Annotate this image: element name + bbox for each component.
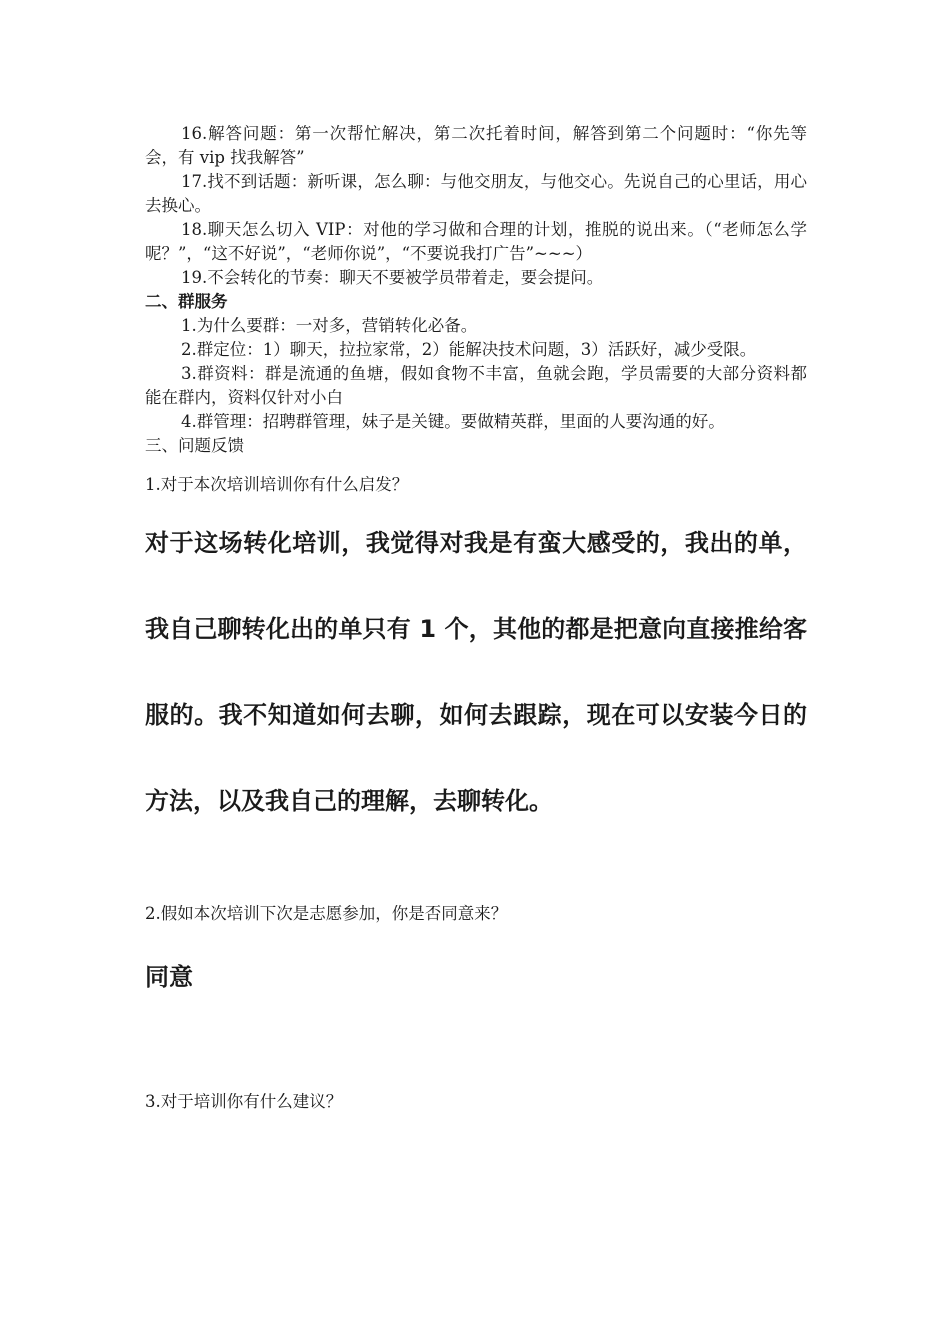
question-2: 2.假如本次培训下次是志愿参加，你是否同意来？	[145, 904, 508, 923]
item-16: 16.解答问题：第一次帮忙解决，第二次托着时间，解答到第二个问题时：“你先等会，有 vip 找我解答”	[145, 124, 807, 167]
item-17: 17.找不到话题：新听课，怎么聊：与他交朋友，与他交心。先说自己的心里话，用心去换心。	[145, 172, 807, 215]
document-content	[145, 122, 807, 1114]
group-item-4: 4.群管理：招聘群管理，妹子是关键。要做精英群，里面的人要沟通的好。	[181, 412, 725, 431]
question-1: 1.对于本次培训培训你有什么启发？	[145, 475, 409, 494]
item-19: 19.不会转化的节奏：聊天不要被学员带着走，要会提问。	[181, 268, 604, 287]
answer-1-block	[145, 500, 807, 844]
question-3: 3.对于培训你有什么建议？	[145, 1092, 343, 1111]
group-item-2: 2.群定位：1）聊天，拉拉家常，2）能解决技术问题，3）活跃好，减少受限。	[181, 340, 757, 359]
item-18: 18.聊天怎么切入 VIP：对他的学习做和合理的计划，推脱的说出来。（“老师怎么学呢？”，“这不好说”，“老师你说”，“不要说我打广告”~~~）	[145, 220, 807, 263]
section-heading-group-service: 二、群服务	[145, 292, 228, 311]
group-item-3: 3.群资料：群是流通的鱼塘，假如食物不丰富，鱼就会跑，学员需要的大部分资料都能在群内，资料仅针对小白	[145, 364, 807, 407]
answer-2: 同意	[145, 963, 193, 991]
group-item-1: 1.为什么要群：一对多，营销转化必备。	[181, 316, 478, 335]
section-heading-feedback: 三、问题反馈	[145, 436, 244, 455]
answer-1: 对于这场转化培训，我觉得对我是有蛮大感受的，我出的单，我自己聊转化出的单只有 1 个，其他的都是把意向直接推给客服的。我不知道如何去聊，如何去跟踪，现在可以安装今日的方法，以及我自己的理解，去聊转化。	[145, 529, 807, 815]
